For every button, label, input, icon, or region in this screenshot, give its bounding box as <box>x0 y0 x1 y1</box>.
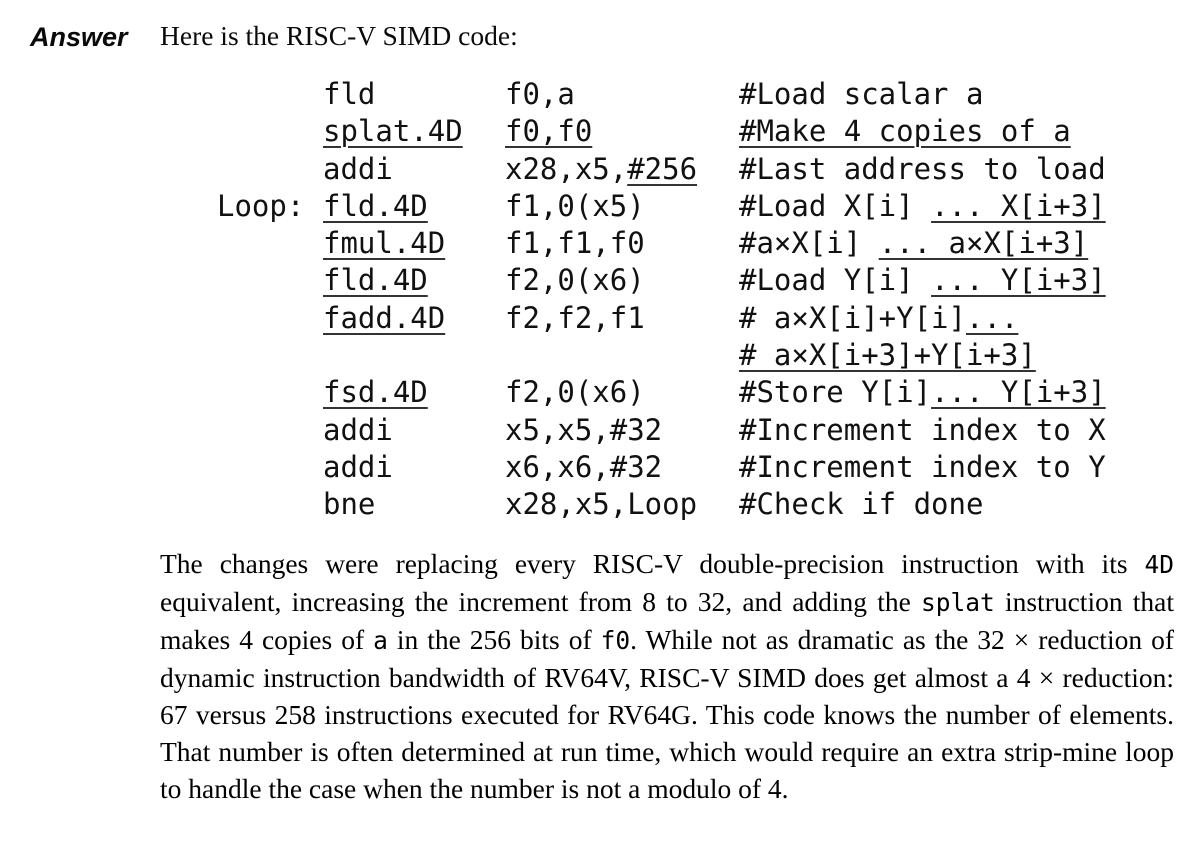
code-text: f2,f2,f1 <box>505 300 645 335</box>
code-changed-text: fmul.4D <box>323 226 446 261</box>
code-comment <box>739 412 1106 449</box>
code-text: #Increment index to X <box>739 412 1106 447</box>
code-changed-text: ... X[i+3] <box>931 188 1106 223</box>
code-operands <box>505 151 739 188</box>
code-label <box>217 374 323 411</box>
code-comment <box>739 374 1106 411</box>
code-text: f2,0(x6) <box>505 263 645 298</box>
inline-code: 4D <box>1144 550 1174 579</box>
code-comment <box>739 337 1106 374</box>
code-text: addi <box>323 449 393 484</box>
code-label <box>217 337 323 374</box>
code-opcode <box>323 412 505 449</box>
code-text: bne <box>323 487 376 522</box>
code-operands <box>505 486 739 523</box>
code-label <box>217 449 323 486</box>
paragraph-text: equivalent, increasing the increment from 8 to 32, and adding the <box>160 586 922 617</box>
code-changed-text: ... Y[i+3] <box>931 375 1106 410</box>
code-comment <box>739 262 1106 299</box>
code-label <box>217 262 323 299</box>
code-opcode <box>323 262 505 299</box>
code-comment <box>739 76 1106 113</box>
code-operands <box>505 374 739 411</box>
code-text: #Check if done <box>739 487 984 522</box>
code-opcode <box>323 300 505 337</box>
code-opcode <box>323 76 505 113</box>
code-text: #Store Y[i] <box>739 375 932 410</box>
code-operands <box>505 449 739 486</box>
code-text: #Increment index to Y <box>739 449 1106 484</box>
code-listing <box>217 76 1106 524</box>
code-operands <box>505 412 739 449</box>
code-changed-text: ... <box>965 300 1019 335</box>
code-text: x28,x5, <box>505 151 628 186</box>
code-operands <box>505 113 739 150</box>
paragraph-text: The changes were replacing every RISC-V double-precision instruction with its <box>160 548 1145 579</box>
code-label <box>217 113 323 150</box>
code-label <box>217 300 323 337</box>
code-comment <box>739 300 1106 337</box>
code-comment <box>739 188 1106 225</box>
code-opcode <box>323 113 505 150</box>
code-label <box>217 76 323 113</box>
paragraph-text: in the 256 bits of <box>387 624 601 655</box>
code-operands <box>505 337 739 374</box>
code-label <box>217 225 323 262</box>
code-text: #Last address to load <box>739 151 1106 186</box>
code-comment <box>739 113 1106 150</box>
code-operands <box>505 225 739 262</box>
paragraph-text: instruction that makes 4 copies of <box>160 586 1174 655</box>
code-changed-text: fld.4D <box>323 188 428 223</box>
code-opcode <box>323 449 505 486</box>
code-text: fld <box>323 77 376 111</box>
code-text: #a×X[i] <box>739 226 879 261</box>
inline-code: f0 <box>600 626 631 655</box>
code-opcode <box>323 374 505 411</box>
code-changed-text: fld.4D <box>323 263 428 298</box>
code-text: x28,x5,Loop <box>505 487 698 522</box>
code-opcode <box>323 225 505 262</box>
code-text: addi <box>323 151 393 186</box>
code-changed-text: splat.4D <box>323 114 463 149</box>
code-text: x6,x6,#32 <box>505 449 663 484</box>
code-text: f0,a <box>505 77 575 111</box>
code-comment <box>739 486 1106 523</box>
code-changed-text: #Make 4 copies of a <box>739 114 1071 149</box>
answer-label: Answer <box>30 22 128 52</box>
inline-code: splat <box>921 588 995 617</box>
code-changed-text: #256 <box>627 151 698 186</box>
inline-code: a <box>373 626 388 655</box>
code-operands <box>505 262 739 299</box>
code-opcode <box>323 486 505 523</box>
code-text: addi <box>323 412 393 447</box>
code-label <box>217 188 323 225</box>
code-opcode <box>323 337 505 374</box>
code-comment <box>739 151 1106 188</box>
code-label <box>217 151 323 188</box>
code-changed-text: f0,f0 <box>505 114 593 149</box>
code-comment <box>739 225 1106 262</box>
code-text: #Load Y[i] <box>739 263 932 298</box>
code-changed-text: ... a×X[i+3] <box>878 226 1089 261</box>
code-opcode <box>323 151 505 188</box>
code-changed-text: fsd.4D <box>323 375 428 410</box>
code-operands <box>505 300 739 337</box>
paragraph-text: . While not as dramatic as the 32 × reduction of dynamic instruction bandwidth of RV64V, RISC-V SIMD does get almost a 4 × reduction: 67 versus 258 instructions executed for RV64G. This code knows the number of elements. That number is often determined at run time, which would require an extra strip-mine loop to handle the case when the number is not a modulo of 4. <box>160 624 1174 804</box>
code-comment <box>739 449 1106 486</box>
code-changed-text: fadd.4D <box>323 300 446 335</box>
code-text: # a×X[i]+Y[i] <box>739 300 966 335</box>
explanation-paragraph <box>160 545 1174 807</box>
code-text: x5,x5,#32 <box>505 412 663 447</box>
code-changed-text: ... Y[i+3] <box>931 263 1106 298</box>
code-text: f1,f1,f0 <box>505 226 645 261</box>
code-label <box>217 486 323 523</box>
code-text: Loop: <box>217 188 305 223</box>
code-opcode <box>323 188 505 225</box>
code-operands <box>505 188 739 225</box>
code-operands <box>505 76 739 113</box>
intro-text: Here is the RISC-V SIMD code: <box>160 20 518 51</box>
code-text: #Load X[i] <box>739 188 932 223</box>
code-text: #Load scalar a <box>739 77 984 111</box>
code-changed-text: # a×X[i+3]+Y[i+3] <box>739 338 1036 373</box>
code-label <box>217 412 323 449</box>
code-text: f1,0(x5) <box>505 188 645 223</box>
code-text: f2,0(x6) <box>505 375 645 410</box>
